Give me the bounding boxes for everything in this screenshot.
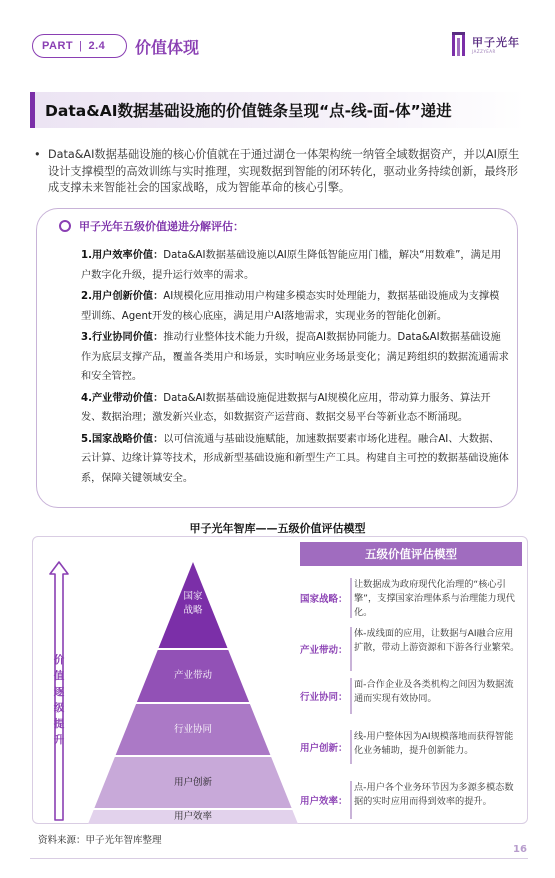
evaluation-item-text: AI规模化应用推动用户构建多模态实时处理能力，数据基础设施成为支撑模型训练、Agent开发的核心底座，满足用户AI落地需求，实现业务的智能化创新。 — [81, 291, 500, 322]
evaluation-item-text: 以可信流通与基础设施赋能，加速数据要素市场化进程。融合AI、大数据、云计算、边缘计算等技术，形成新型基础设施和新型生产工具。构建自主可控的数据基础设施体系，保障关键领域安全。 — [81, 433, 509, 484]
level-description: 面-合作企业及各类机构之间因为数据流通而实现有效协同。 — [354, 679, 514, 704]
evaluation-item-label: 3.行业协同价值： — [81, 332, 164, 343]
arrow-label-char: 升 — [53, 734, 65, 746]
level-description: 让数据成为政府现代化治理的“核心引擎”，支撑国家治理体系与治理能力现代化。 — [354, 579, 515, 618]
footer-divider — [30, 858, 528, 859]
logo-mark-icon — [452, 32, 468, 58]
source-note: 资料来源：甲子光年智库整理 — [38, 835, 162, 846]
intro-text: Data&AI数据基础设施的核心价值就在于通过湖仓一体架构统一纳管全域数据资产，并以AI原生设计支撑模型的高效训练与实时推理，实现数据到智能的闭环转化，驱动业务持续创新，最终形成支撑未来智能社会的国家战略，成为智能革命的核心引擎。 — [48, 148, 520, 194]
part-badge — [32, 34, 127, 58]
evaluation-item-label: 2.用户创新价值： — [81, 291, 164, 302]
arrow-label-char: 级 — [53, 702, 65, 714]
header-title: 价值体现 — [135, 38, 200, 57]
model-panel-header: 五级价值评估模型 — [300, 542, 522, 566]
page-header — [0, 30, 555, 66]
pyramid-tier-label: 行业协同 — [173, 723, 212, 735]
level-label: 国家战略： — [300, 594, 348, 605]
level-connector — [350, 730, 352, 764]
arrow-label-char: 逐 — [53, 686, 65, 698]
arrow-label-char: 价 — [53, 654, 65, 666]
pyramid-tier-label: 产业带动 — [173, 670, 212, 681]
ring-bullet-icon — [59, 220, 71, 232]
level-label: 用户创新： — [300, 743, 348, 754]
arrow-label-char: 值 — [53, 670, 65, 682]
level-connector — [350, 627, 352, 671]
pyramid-tier-label: 用户创新 — [173, 776, 212, 788]
section-title: Data&AI数据基础设施的价值链条呈现“点-线-面-体”递进 — [45, 102, 452, 120]
evaluation-item — [81, 389, 509, 428]
level-label: 行业协同： — [300, 692, 348, 703]
intro-paragraph — [34, 147, 524, 197]
level-row — [300, 781, 522, 819]
evaluation-item-text: Data&AI数据基础设施以AI原生降低智能应用门槛，解决“用数难”，满足用户数字化升级，提升运行效率的需求。 — [81, 250, 502, 281]
evaluation-item — [81, 328, 509, 387]
pyramid-tier-label: 国家 战略 — [183, 591, 203, 616]
evaluation-item-text: Data&AI数据基础设施促进数据与AI规模化应用，带动算力服务、算法开发、数据治理；激发新兴业态，如数据资产运营商、数据交易平台等新业态不断涌现。 — [81, 392, 491, 423]
section-title-bar — [30, 92, 525, 128]
evaluation-item — [81, 430, 509, 489]
page-number: 16 — [513, 844, 527, 855]
level-connector — [350, 578, 352, 618]
level-label: 产业带动： — [300, 645, 348, 656]
part-label: PART — [42, 40, 74, 52]
evaluation-item-label: 5.国家战略价值： — [81, 433, 164, 445]
evaluation-heading — [59, 218, 244, 234]
bullet-marker: • — [34, 148, 41, 161]
logo-text: 甲子光年 — [472, 36, 520, 49]
level-row — [300, 678, 522, 714]
pyramid-tier-label: 用户效率 — [173, 811, 212, 822]
model-title: 甲子光年智库——五级价值评估模型 — [189, 522, 366, 535]
evaluation-item-label: 4.产业带动价值： — [81, 392, 164, 404]
evaluation-heading-text: 甲子光年五级价值递进分解评估： — [79, 220, 244, 233]
level-row — [300, 730, 522, 764]
arrow-label — [51, 652, 67, 748]
arrow-label-char: 提 — [53, 718, 65, 730]
level-description: 点-用户各个业务环节因为多源多模态数据的实时应用而得到效率的提升。 — [354, 782, 514, 807]
evaluation-list — [81, 246, 509, 490]
evaluation-item — [81, 246, 509, 285]
evaluation-item — [81, 287, 509, 326]
evaluation-box — [36, 208, 518, 508]
part-separator: | — [79, 40, 83, 52]
level-label: 用户效率： — [300, 796, 348, 807]
level-connector — [350, 781, 352, 819]
level-row — [300, 627, 522, 671]
part-number: 2.4 — [88, 40, 106, 52]
logo-subtext: JAZZYEAR — [472, 49, 496, 54]
level-row — [300, 578, 522, 618]
evaluation-item-text: 推动行业整体技术能力升级，提高AI数据协同能力。Data&AI数据基础设施作为底层支撑产品，覆盖各类用户和场景，实时响应业务场景变化；满足跨组织的数据流通需求和安全管控。 — [81, 332, 509, 382]
level-description: 体-成线面的应用，让数据与AI融合应用扩散，带动上游资源和下游各行业繁荣。 — [354, 628, 520, 653]
level-connector — [350, 678, 352, 714]
level-description: 线-用户整体因为AI规模落地而获得智能化业务辅助，提升创新能力。 — [354, 731, 514, 756]
evaluation-item-label: 1.用户效率价值： — [81, 250, 164, 261]
brand-logo — [452, 32, 532, 60]
